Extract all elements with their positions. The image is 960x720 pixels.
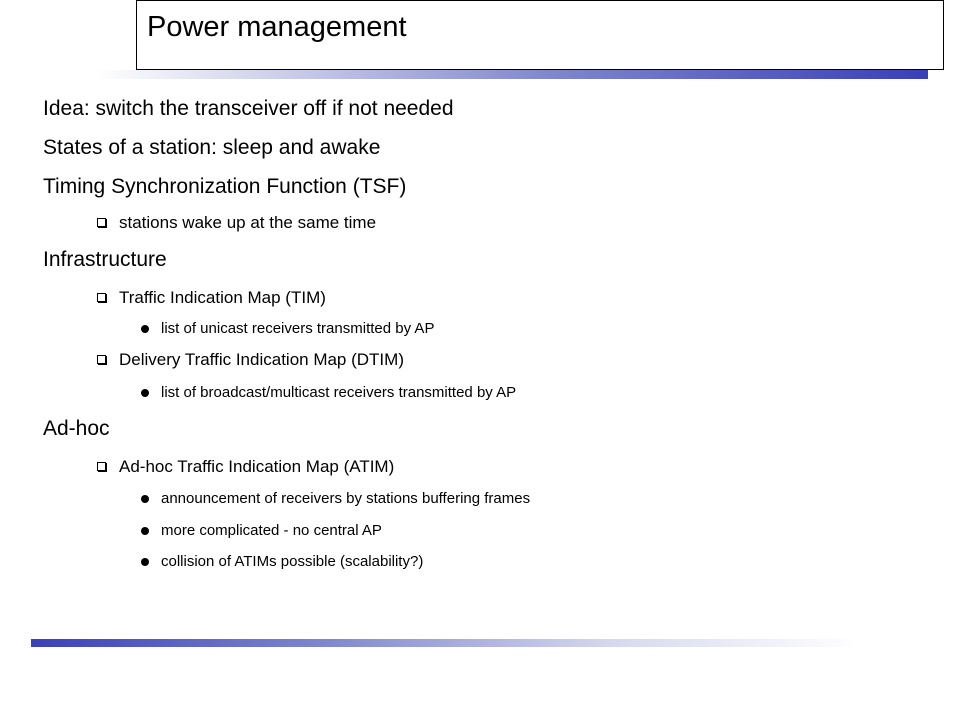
footer-accent-bar	[31, 639, 861, 647]
square-bullet-icon	[97, 355, 106, 364]
square-bullet-icon	[97, 462, 106, 471]
bullet-l2-dtim: Delivery Traffic Indication Map (DTIM)	[119, 350, 404, 369]
dot-bullet-icon	[141, 389, 149, 397]
dot-bullet-icon	[141, 527, 149, 535]
bullet-l1-adhoc: Ad-hoc	[43, 417, 110, 440]
bullet-l2-tim: Traffic Indication Map (TIM)	[119, 288, 326, 307]
bullet-l3-complicated: more complicated - no central AP	[161, 522, 382, 539]
dot-bullet-icon	[141, 495, 149, 503]
bullet-l2-atim: Ad-hoc Traffic Indication Map (ATIM)	[119, 457, 395, 476]
bullet-l3-collision: collision of ATIMs possible (scalability?)	[161, 553, 424, 570]
bullet-l2-wake: stations wake up at the same time	[119, 213, 377, 232]
bullet-l3-broadcast: list of broadcast/multicast receivers transmitted by AP	[161, 384, 517, 401]
bullet-l3-announcement: announcement of receivers by stations buffering frames	[161, 490, 531, 507]
bullet-l1-idea: Idea: switch the transceiver off if not needed	[43, 97, 454, 120]
bullet-l1-infrastructure: Infrastructure	[43, 248, 167, 271]
dot-bullet-icon	[141, 558, 149, 566]
bullet-l1-states: States of a station: sleep and awake	[43, 136, 381, 159]
dot-bullet-icon	[141, 325, 149, 333]
square-bullet-icon	[97, 218, 106, 227]
bullet-l3-unicast: list of unicast receivers transmitted by AP	[161, 320, 435, 337]
bullet-l1-tsf: Timing Synchronization Function (TSF)	[43, 175, 407, 198]
square-bullet-icon	[97, 293, 106, 302]
slide-title: Power management	[147, 11, 407, 43]
